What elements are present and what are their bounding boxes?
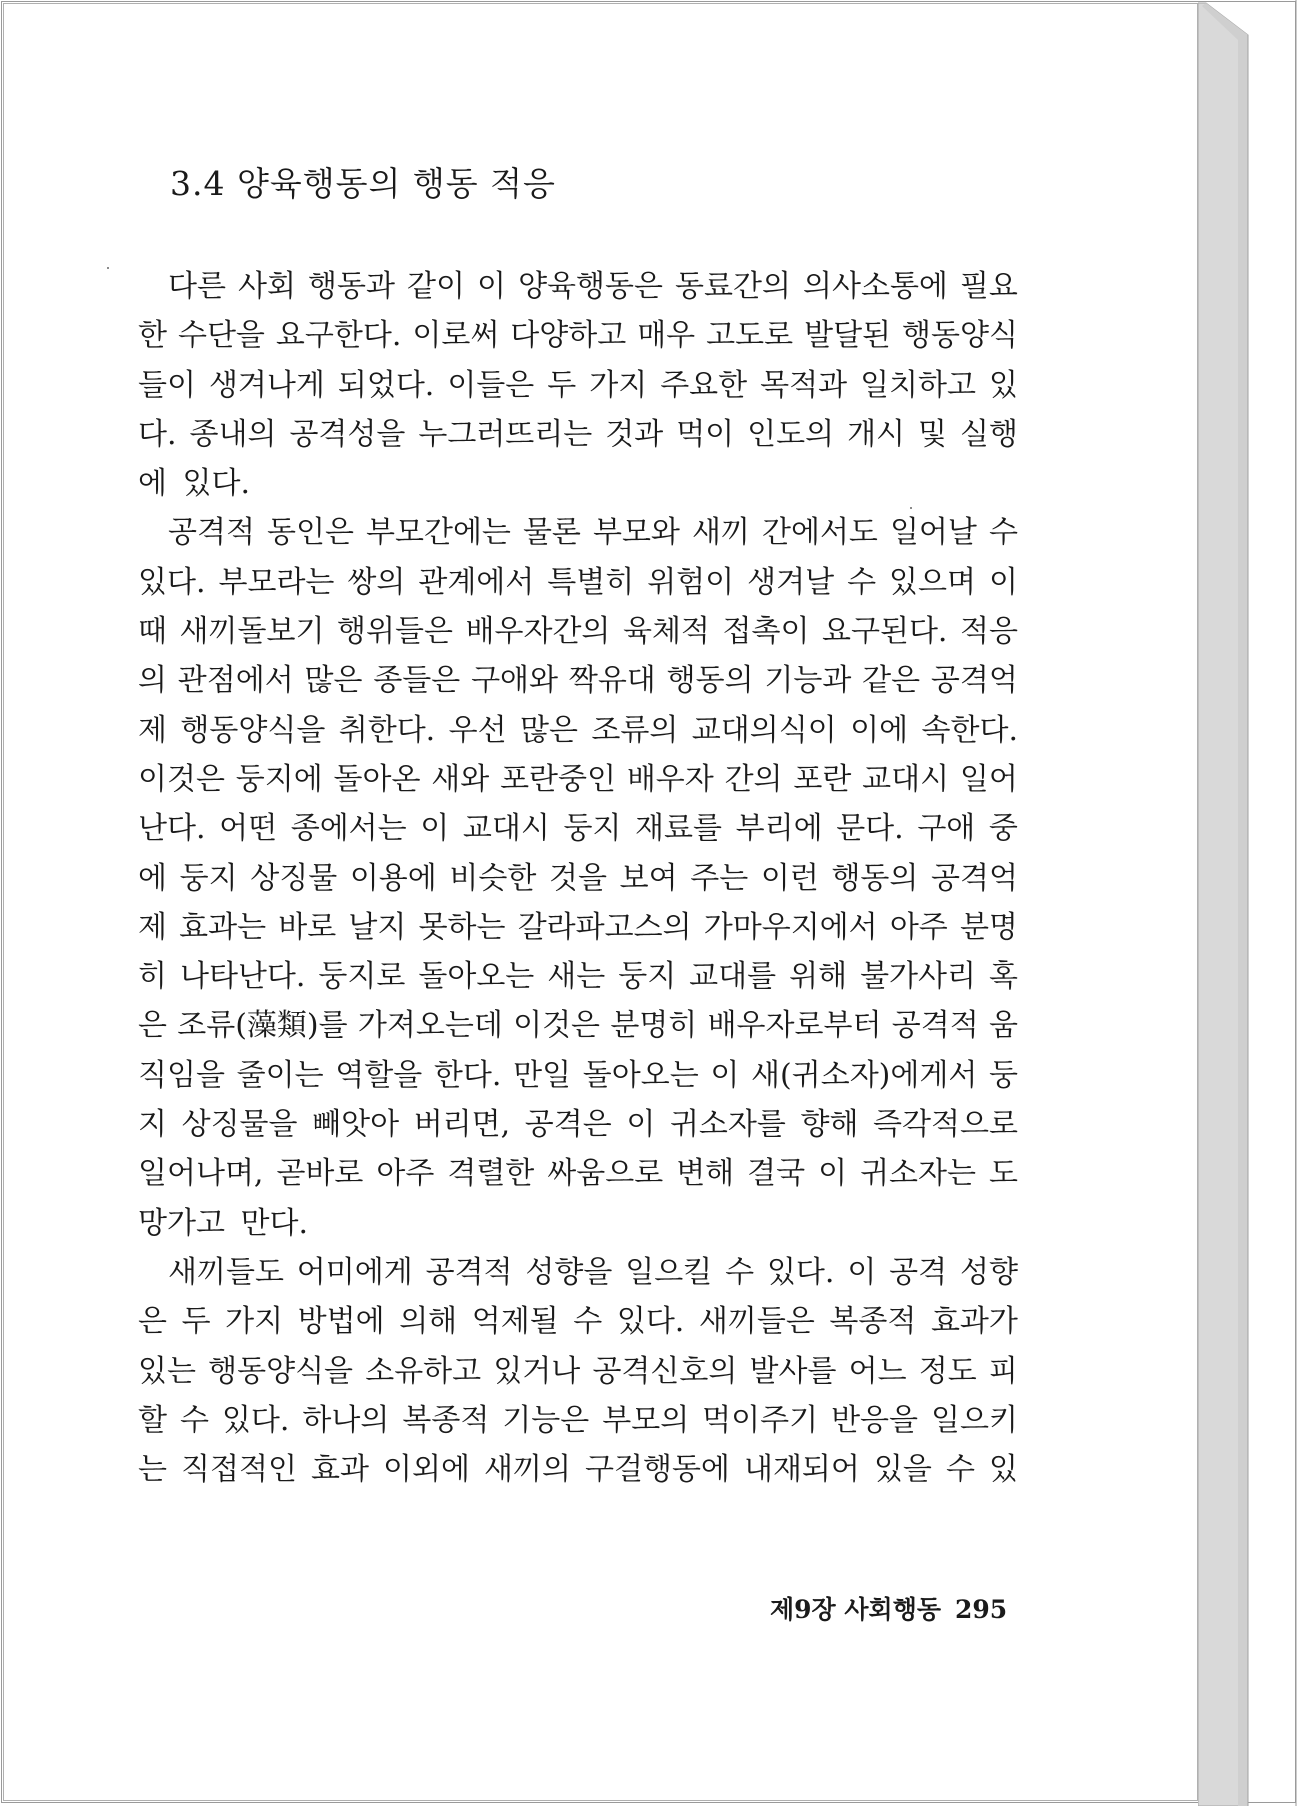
word: 만다. <box>240 1205 308 1241</box>
word: 지 <box>138 1107 167 1143</box>
word: 움 <box>988 1008 1018 1044</box>
word: 소유하고 <box>365 1353 482 1389</box>
word: 귀소자를 <box>669 1107 786 1143</box>
word: 효과는 <box>179 909 267 945</box>
word: 교대시 <box>462 811 550 847</box>
word: 수 <box>725 1254 755 1290</box>
word: 이 <box>710 1057 740 1093</box>
word: 둥지 <box>618 959 677 995</box>
word: 행동양식 <box>902 318 1018 354</box>
body-text <box>138 262 1018 1494</box>
word: 이 <box>626 1107 656 1143</box>
word: 배우자 <box>626 761 714 797</box>
word: 다. <box>138 416 177 452</box>
text-line <box>138 607 1018 656</box>
text-line <box>138 1149 1018 1198</box>
word: 동료간의 <box>675 269 791 304</box>
word: 하나의 <box>302 1402 390 1438</box>
word: 줄이는 <box>236 1057 324 1093</box>
word: 는 <box>138 1452 167 1488</box>
word: 실행 <box>960 416 1018 452</box>
word: 배우자로부터 <box>707 1008 882 1044</box>
word: 관점에서 <box>177 663 294 699</box>
word: 조류(藻類)를 <box>177 1008 348 1044</box>
word: 귀소자는 <box>860 1156 976 1192</box>
word: 있다. <box>182 466 251 502</box>
word: 공격은 <box>524 1107 612 1143</box>
word: 있거나 <box>493 1353 581 1389</box>
word: 일으킬 <box>625 1254 713 1290</box>
word: 일치하고 <box>860 367 976 403</box>
word: 행동의 <box>831 860 919 896</box>
word: 역할을 <box>335 1057 423 1093</box>
word: 있다. <box>766 1254 835 1290</box>
word: 쌍의 <box>347 564 406 600</box>
word: 속한다. <box>921 712 1018 748</box>
page-footer <box>770 1590 1007 1626</box>
word: 들이 <box>138 367 196 403</box>
word: 생겨날 <box>747 564 835 600</box>
word: 위해 <box>789 959 848 995</box>
text-line <box>138 1001 1018 1050</box>
word: 개시 <box>847 416 906 452</box>
word: 목적과 <box>760 367 848 403</box>
word: 돌아오는 <box>418 959 535 995</box>
word: 이에 <box>850 712 909 748</box>
word: 인도의 <box>747 416 835 452</box>
word: 방법에 <box>297 1304 385 1340</box>
word: 재료를 <box>635 811 722 847</box>
word: 어떤 <box>219 811 278 847</box>
word: 포란 <box>793 761 852 797</box>
word: 적응 <box>960 614 1018 650</box>
word: 즉각적으로 <box>873 1107 1018 1143</box>
word: 부모와 <box>592 515 680 551</box>
word: 행동양식을 <box>180 712 326 748</box>
book-edge <box>1198 0 1297 1806</box>
word: 공격적 <box>891 1008 979 1044</box>
word: 가지 <box>589 367 648 403</box>
text-line <box>138 755 1018 804</box>
word: 복종적 <box>829 1304 917 1340</box>
word: 둥지로 <box>318 959 406 995</box>
word: 수 <box>988 515 1018 551</box>
word: 곧바로 <box>276 1156 364 1192</box>
word: 둥 <box>989 1057 1018 1093</box>
word: 종들은 <box>373 663 461 699</box>
word: 문다. <box>836 811 904 847</box>
word: 새끼의 <box>484 1452 571 1488</box>
word: 은 <box>138 1304 167 1340</box>
word: 요구한다. <box>275 318 402 354</box>
text-line <box>138 262 1018 311</box>
word: 고도로 <box>706 318 794 354</box>
text-line <box>138 706 1018 755</box>
word: 의해 <box>399 1304 458 1340</box>
word: 공격억 <box>931 860 1018 896</box>
word: 성향을 <box>525 1254 613 1290</box>
word: 우선 <box>448 712 507 748</box>
word: 공격성을 <box>289 416 406 452</box>
word: 복종적 <box>402 1402 490 1438</box>
word: 일어 <box>959 761 1018 797</box>
word: 간에서도 <box>761 515 878 551</box>
word: 기능과 <box>764 663 852 699</box>
word: 수 <box>179 1402 209 1438</box>
word: 격렬한 <box>447 1156 535 1192</box>
text-line <box>138 1445 1018 1494</box>
word: 돌아오는 <box>582 1057 699 1093</box>
word: 반응을 <box>831 1402 919 1438</box>
word: 접촉이 <box>722 614 810 650</box>
word: 이것은 <box>513 1008 601 1044</box>
word: 먹이 <box>676 416 735 452</box>
text-line <box>138 410 1018 459</box>
word: 못하는 <box>418 909 506 945</box>
word: 누그러뜨리는 <box>418 416 593 452</box>
word: 이것은 <box>138 761 225 797</box>
word: 난다. <box>138 811 206 847</box>
word: 구애 <box>917 811 976 847</box>
word: 이 <box>988 564 1018 600</box>
word: 할 <box>138 1402 167 1438</box>
word: 있다. <box>138 564 206 600</box>
word: 부모라는 <box>218 564 335 600</box>
text-line <box>138 1199 1018 1248</box>
word: 사회 <box>238 269 296 304</box>
word: 빼앗아 <box>312 1107 400 1143</box>
word: 피 <box>988 1353 1018 1389</box>
word: 행위들은 <box>337 614 453 650</box>
word: 나타난다. <box>179 959 306 995</box>
word: 있으며 <box>889 564 976 600</box>
text-line <box>138 311 1018 360</box>
word: 것과 <box>605 416 664 452</box>
word: 은 <box>138 1008 167 1044</box>
word: 두 <box>547 367 577 403</box>
word: 불가사리 <box>860 959 976 995</box>
word: 성향 <box>960 1254 1018 1290</box>
word: 버리면, <box>413 1107 511 1143</box>
word: 에 <box>138 860 167 896</box>
word: 다른 <box>168 269 226 304</box>
word: 행동의 <box>666 663 754 699</box>
word: 망가고 <box>138 1205 235 1241</box>
word: 공격 <box>889 1254 948 1290</box>
word: 행동과 <box>308 269 395 304</box>
word: 간의 <box>724 761 783 797</box>
word: 이 <box>818 1156 848 1192</box>
word: 수 <box>945 1452 975 1488</box>
word: 혹 <box>988 959 1018 995</box>
word: 변해 <box>676 1156 735 1192</box>
word: 부리에 <box>735 811 823 847</box>
word: 중 <box>988 811 1018 847</box>
text-line <box>138 903 1018 952</box>
word: 양육행동은 <box>518 269 663 304</box>
word: 되었다. <box>337 367 435 403</box>
word: 배우자간의 <box>465 614 611 650</box>
word: 새(귀소자)에게서 <box>751 1057 978 1093</box>
text-line <box>138 1347 1018 1396</box>
word: 있 <box>988 1452 1018 1488</box>
word: 새와 <box>431 761 490 797</box>
text-line <box>138 952 1018 1001</box>
word: 기능은 <box>502 1402 590 1438</box>
word: 이외에 <box>383 1452 470 1488</box>
word: 및 <box>918 416 948 452</box>
word: 억제될 <box>471 1304 559 1340</box>
word: 물론 <box>522 515 581 551</box>
word: 발사를 <box>749 1353 837 1389</box>
word: 아주 <box>376 1156 435 1192</box>
word: 동인은 <box>267 515 354 551</box>
word: 어느 <box>848 1353 907 1389</box>
word: 것을 <box>549 860 607 896</box>
word: 의 <box>138 663 167 699</box>
word: 있다. <box>616 1304 685 1340</box>
word: 공격적 <box>425 1254 513 1290</box>
word: 날지 <box>348 909 407 945</box>
scan-speck <box>107 267 109 269</box>
word: 발달된 <box>804 318 892 354</box>
word: 같이 <box>407 269 465 304</box>
word: 이 <box>420 811 450 847</box>
word: 교대를 <box>689 959 777 995</box>
word: 정도 <box>918 1353 977 1389</box>
word: 어미에게 <box>296 1254 413 1290</box>
word: 둥지 <box>179 860 238 896</box>
word: 결국 <box>747 1156 806 1192</box>
word: 이 <box>477 269 507 304</box>
word: 관계에서 <box>418 564 535 600</box>
word: 가마우지에서 <box>703 909 878 945</box>
text-line <box>138 1248 1018 1297</box>
word: 수단을 <box>177 318 265 354</box>
word: 둥지에 <box>235 761 323 797</box>
word: 이용에 <box>349 860 437 896</box>
word: 아주 <box>889 909 948 945</box>
word: 있 <box>988 367 1018 403</box>
text-line <box>138 361 1018 410</box>
word: 공격적 <box>168 515 255 551</box>
text-line <box>138 1396 1018 1445</box>
text-line <box>138 558 1018 607</box>
word: 효과 <box>311 1452 369 1488</box>
text-line <box>138 508 1018 557</box>
word: 짝유대 <box>568 663 656 699</box>
word: 새는 <box>547 959 606 995</box>
word: 일어나며, <box>138 1156 264 1192</box>
word: 가져오는데 <box>357 1008 503 1044</box>
word: 분명 <box>959 909 1018 945</box>
word: 이들은 <box>447 367 535 403</box>
word: 육체적 <box>622 614 710 650</box>
word: 만일 <box>513 1057 572 1093</box>
word: 한 <box>138 318 167 354</box>
word: 구걸행동에 <box>585 1452 730 1488</box>
word: 먹이주기 <box>702 1402 819 1438</box>
word: 상징물을 <box>181 1107 298 1143</box>
word: 새끼들도 <box>168 1254 284 1290</box>
word: 바로 <box>278 909 337 945</box>
word: 요구된다. <box>822 614 948 650</box>
word: 포란중인 <box>500 761 616 797</box>
word: 제 <box>138 712 167 748</box>
word: 수 <box>573 1304 603 1340</box>
word: 분명히 <box>610 1008 698 1044</box>
word: 조류의 <box>591 712 679 748</box>
word: 취한다. <box>338 712 436 748</box>
word: 이 <box>847 1254 877 1290</box>
word: 주는 <box>690 860 749 896</box>
text-line <box>138 459 1018 508</box>
word: 일어날 <box>889 515 977 551</box>
text-line <box>138 1051 1018 1100</box>
word: 돌아온 <box>333 761 421 797</box>
word: 도 <box>988 1156 1018 1192</box>
text-line <box>138 854 1018 903</box>
word: 주요한 <box>660 367 748 403</box>
word: 매우 <box>637 318 696 354</box>
word: 직접적인 <box>181 1452 297 1488</box>
word: 싸움으로 <box>547 1156 664 1192</box>
word: 히 <box>138 959 167 995</box>
word: 에 <box>138 466 177 502</box>
word: 효과가 <box>930 1304 1018 1340</box>
word: 이런 <box>760 860 819 896</box>
word: 가지 <box>225 1304 284 1340</box>
word: 같은 <box>862 663 921 699</box>
word: 필요 <box>959 269 1018 304</box>
word: 갈라파고스의 <box>517 909 692 945</box>
word: 있는 <box>138 1353 196 1389</box>
word: 행동양식을 <box>208 1353 354 1389</box>
word: 상징물 <box>250 860 338 896</box>
word: 제 <box>138 909 167 945</box>
word: 보여 <box>619 860 678 896</box>
word: 특별히 <box>547 564 635 600</box>
word: 새끼들은 <box>698 1304 815 1340</box>
section-title: 3.4 양육행동의 행동 적응 <box>170 164 556 203</box>
word: 공격억 <box>930 663 1018 699</box>
word: 새끼 <box>691 515 750 551</box>
word: 부모간에는 <box>366 515 511 551</box>
word: 구애와 <box>471 663 559 699</box>
word: 교대시 <box>862 761 950 797</box>
word: 비슷한 <box>449 860 537 896</box>
word: 많은 <box>520 712 578 748</box>
text-line <box>138 804 1018 853</box>
word: 많은 <box>304 663 363 699</box>
text-line <box>138 1297 1018 1346</box>
word: 때 <box>138 614 167 650</box>
word: 공격신호의 <box>592 1353 738 1389</box>
word: 새끼돌보기 <box>179 614 325 650</box>
word: 종에서는 <box>290 811 407 847</box>
word: 한다. <box>433 1057 502 1093</box>
word: 향해 <box>800 1107 859 1143</box>
word: 일으키 <box>931 1402 1018 1438</box>
word: 수 <box>847 564 877 600</box>
word: 내재되어 <box>743 1452 860 1488</box>
word: 위험이 <box>647 564 735 600</box>
page-number: 295 <box>955 1595 1008 1624</box>
word: 있을 <box>873 1452 932 1488</box>
word: 직임을 <box>138 1057 225 1093</box>
word: 부모의 <box>602 1402 690 1438</box>
text-line <box>138 656 1018 705</box>
word: 다양하고 <box>510 318 627 354</box>
text-line <box>138 1100 1018 1149</box>
word: 두 <box>181 1304 211 1340</box>
word: 둥지 <box>563 811 622 847</box>
word: 있다. <box>221 1402 290 1438</box>
running-head: 제9장 사회행동 <box>770 1595 941 1624</box>
word: 이로써 <box>412 318 500 354</box>
word: 종내의 <box>189 416 277 452</box>
word: 생겨나게 <box>208 367 325 403</box>
word: 교대의식이 <box>691 712 837 748</box>
word: 의사소통에 <box>803 269 948 304</box>
